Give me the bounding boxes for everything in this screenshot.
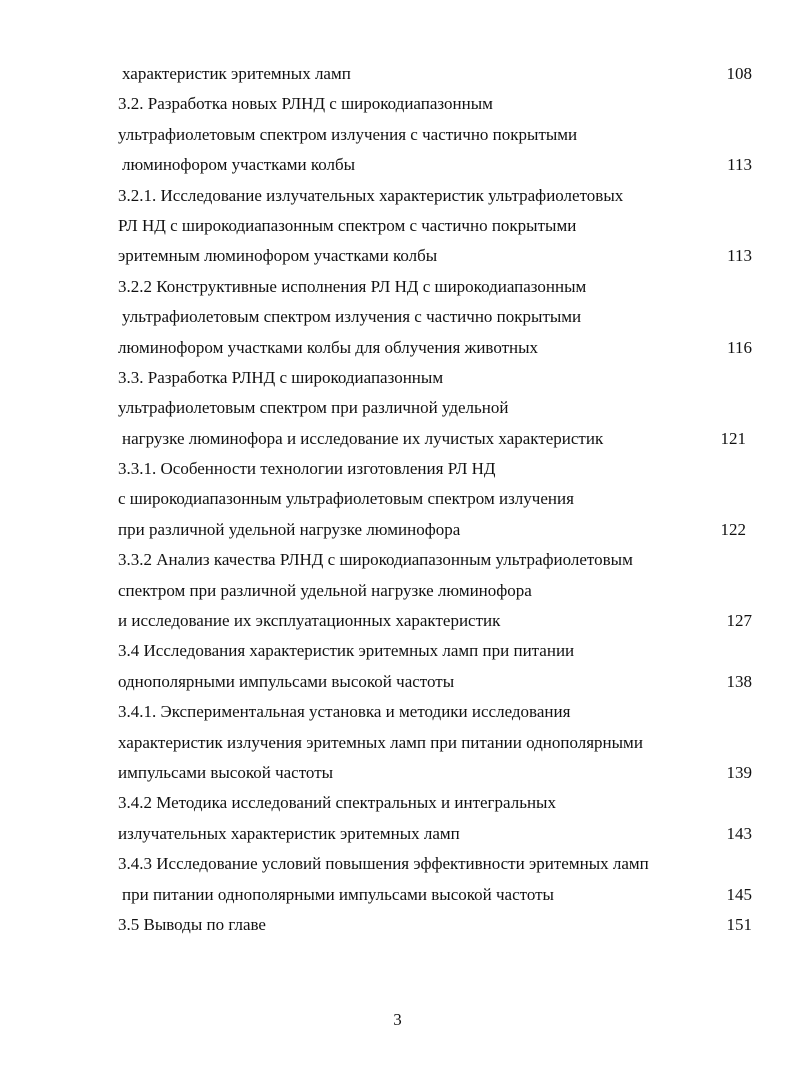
toc-entry-text: люминофором участками колбы для облучения животных: [118, 337, 539, 357]
toc-line: [118, 454, 758, 484]
toc-line: [118, 211, 758, 241]
toc-line: [118, 59, 758, 89]
toc-line: [118, 728, 758, 758]
toc-entry-text: 3.2. Разработка новых РЛНД с широкодиапазонным: [118, 94, 493, 114]
toc-entry-text: однополярными импульсами высокой частоты: [118, 671, 455, 691]
toc-line: [118, 697, 758, 727]
toc-entry-text: 3.4.2 Методика исследований спектральных и интегральных: [118, 793, 556, 813]
toc-entry-text: ультрафиолетовым спектром излучения с частично покрытыми: [122, 307, 582, 327]
toc-entry-text: 3.5 Выводы по главе: [118, 914, 266, 934]
toc-line: [118, 241, 758, 271]
toc-line: [118, 515, 758, 545]
toc-entry-text: люминофором участками колбы: [122, 155, 356, 175]
toc-entry-text: 3.2.1. Исследование излучательных характеристик ультрафиолетовых: [118, 185, 624, 205]
toc-entry-text: эритемным люминофором участками колбы: [118, 246, 438, 266]
toc-line: [118, 910, 758, 940]
toc-line: [118, 333, 758, 363]
toc-line: [118, 636, 758, 666]
toc-entry-text: нагрузке люминофора и исследование их лучистых характеристик: [122, 428, 604, 448]
toc-page-number: 108: [726, 64, 752, 83]
toc-page-number: 143: [726, 823, 752, 843]
toc-page-number: 113: [727, 246, 752, 266]
toc-page-number: 116: [727, 337, 752, 357]
toc-entry-text: 3.4 Исследования характеристик эритемных ламп при питании: [118, 641, 575, 661]
toc-line: [118, 393, 758, 423]
toc-entry-text: спектром при различной удельной нагрузке люминофора: [118, 580, 532, 600]
page-number: 3: [393, 1010, 402, 1029]
toc-page-number: 151: [726, 914, 752, 934]
toc-line: [118, 89, 758, 119]
toc-entry-text: и исследование их эксплуатационных характеристик: [118, 611, 501, 631]
toc-entry-text: импульсами высокой частоты: [118, 762, 334, 782]
toc-line: [118, 819, 758, 849]
toc-entry-text: 3.2.2 Конструктивные исполнения РЛ НД с широкодиапазонным: [118, 276, 587, 296]
toc-page-number: 139: [726, 762, 752, 782]
toc-page-number: 145: [726, 884, 752, 904]
toc-entry-text: характеристик излучения эритемных ламп при питании однополярными: [118, 732, 643, 752]
toc-entry-text: 3.3.2 Анализ качества РЛНД с широкодиапазонным ультрафиолетовым: [118, 550, 633, 570]
toc-line: [118, 181, 758, 211]
toc-line: [118, 120, 758, 150]
toc-entry-text: ультрафиолетовым спектром излучения с частично покрытыми: [118, 124, 578, 144]
toc-line: [118, 302, 758, 332]
toc-entry-text: ультрафиолетовым спектром при различной удельной: [118, 398, 509, 418]
toc-entry-text: 3.3. Разработка РЛНД с широкодиапазонным: [118, 367, 444, 387]
toc-line: [118, 606, 758, 636]
toc-page-number: 121: [720, 428, 746, 448]
toc-line: [118, 363, 758, 393]
toc-page-number: 138: [726, 671, 752, 691]
toc-line: [118, 484, 758, 514]
toc-entry-text: характеристик эритемных ламп: [122, 64, 351, 83]
toc-entry-text: излучательных характеристик эритемных ламп: [118, 823, 460, 843]
toc-entry-text: с широкодиапазонным ультрафиолетовым спектром излучения: [118, 489, 574, 509]
toc-line: [118, 667, 758, 697]
toc-line: [118, 880, 758, 910]
toc-line: [118, 545, 758, 575]
toc-entry-text: РЛ НД с широкодиапазонным спектром с частично покрытыми: [118, 215, 577, 235]
toc-line: [118, 272, 758, 302]
toc-entry-text: 3.4.1. Экспериментальная установка и методики исследования: [118, 702, 571, 722]
toc-page-number: 127: [726, 611, 752, 631]
toc-line: [118, 424, 758, 454]
toc-line: [118, 150, 758, 180]
toc-entry-text: при различной удельной нагрузке люминофора: [118, 519, 461, 539]
toc-page-number: 113: [727, 155, 752, 175]
toc-page-number: 122: [720, 519, 746, 539]
toc-line: [118, 758, 758, 788]
toc-entry-text: 3.3.1. Особенности технологии изготовления РЛ НД: [118, 459, 496, 479]
toc-line: [118, 576, 758, 606]
toc-line: [118, 788, 758, 818]
toc-entry-text: 3.4.3 Исследование условий повышения эффективности эритемных ламп: [118, 854, 649, 874]
toc-entry-text: при питании однополярными импульсами высокой частоты: [122, 884, 554, 904]
table-of-contents: [118, 59, 758, 940]
toc-line: [118, 849, 758, 879]
